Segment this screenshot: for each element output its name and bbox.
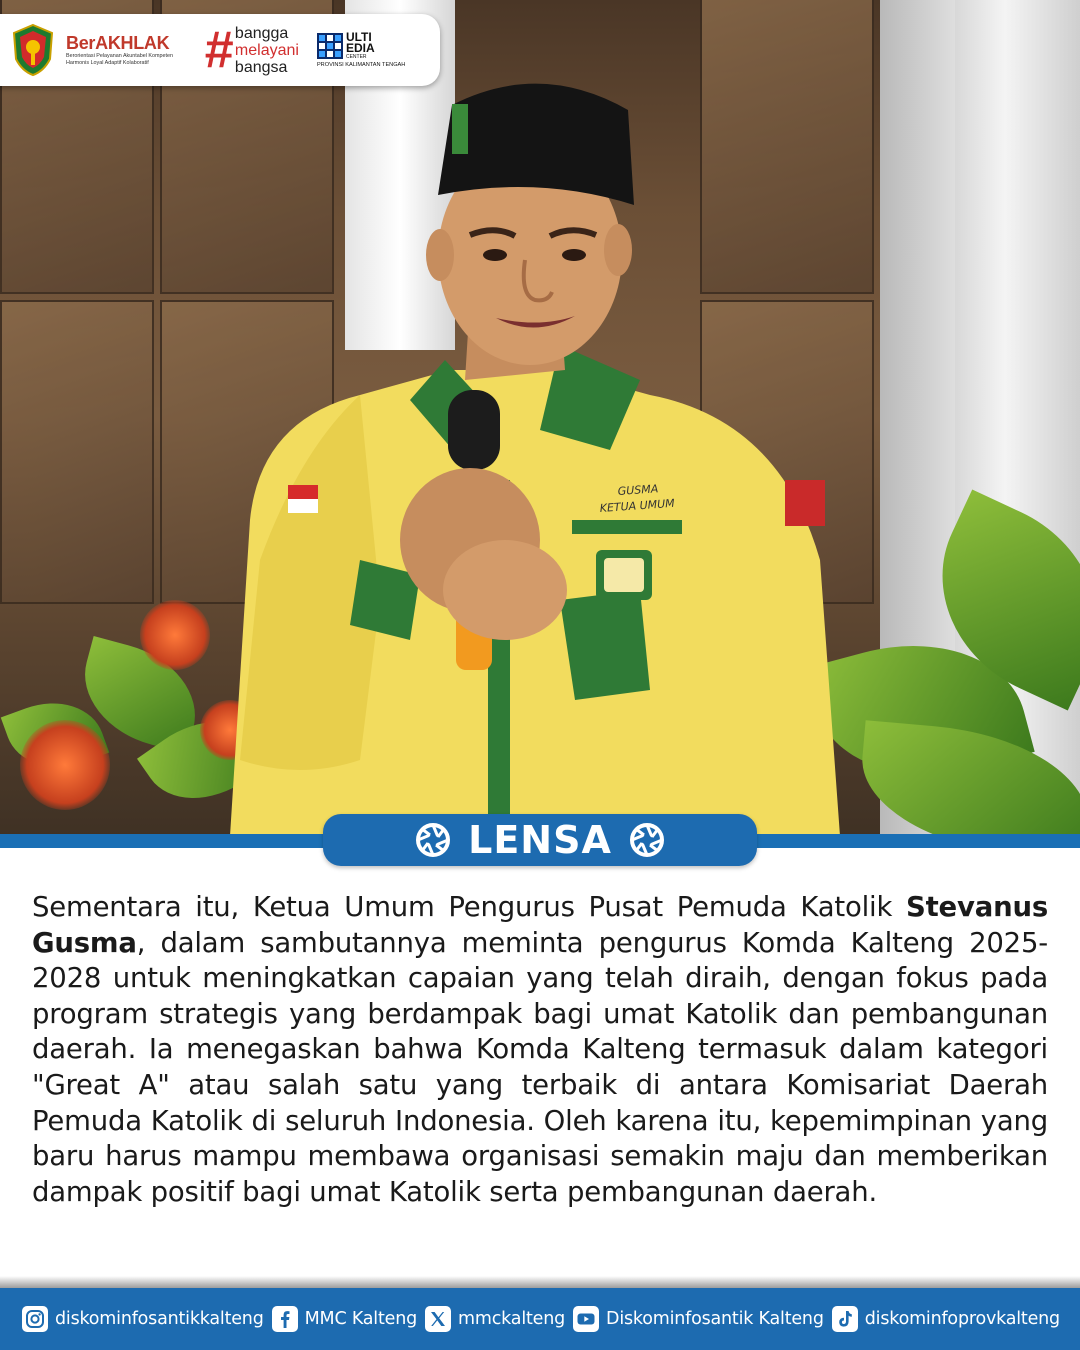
tiktok-icon <box>832 1306 858 1332</box>
berakhlak-title: BerAKHLAK <box>66 33 170 53</box>
article-person-name: Stevanus Gusma <box>32 891 1048 959</box>
social-instagram[interactable] <box>22 1306 264 1332</box>
mmc-province: PROVINSI KALIMANTAN TENGAH <box>316 62 406 68</box>
youtube-icon <box>573 1306 599 1332</box>
social-tiktok[interactable] <box>832 1306 1060 1332</box>
berakhlak-values-line1: Berorientasi Pelayanan Akuntabel Kompeten <box>66 53 173 59</box>
shirt-text-title: KETUA UMUM <box>599 496 676 515</box>
article-body <box>32 890 1048 1210</box>
article-text: , dalam sambutannya meminta pengurus Komda Kalteng 2025-2028 untuk meningkatkan capaian yang telah diraih, dengan fokus pada program strategis yang berdampak bagi umat Katolik dan pembangunan daerah. Ia menegaskan bahwa Komda Kalteng termasuk dalam kategori "Great A" atau salah satu yang terbaik di antara Komisariat Daerah Pemuda Katolik di seluruh Indonesia. Oleh karena itu, kepemimpinan yang baru harus mampu membawa organisasi semakin maju dan memberikan dampak positif bagi umat Katolik serta pembangunan daerah. <box>32 926 1048 1208</box>
hashtag-symbol: # <box>204 21 233 79</box>
social-youtube-label: Diskominfosantik Kalteng <box>606 1309 824 1329</box>
social-instagram-label: diskominfosantikkalteng <box>55 1309 264 1329</box>
logo-bar <box>0 14 440 86</box>
multimedia-center-logo <box>317 32 405 68</box>
multimedia-center-icon <box>317 33 343 59</box>
instagram-icon <box>22 1306 48 1332</box>
x-icon <box>425 1306 451 1332</box>
social-facebook[interactable] <box>272 1306 417 1332</box>
camera-aperture-icon <box>630 823 664 857</box>
social-x[interactable] <box>425 1306 565 1332</box>
mmc-word-edia: EDIA <box>345 41 375 55</box>
social-facebook-label: MMC Kalteng <box>304 1309 418 1329</box>
hashtag-line-melayani: melayani <box>234 41 299 59</box>
mmc-word-center: CENTER <box>345 54 367 60</box>
section-label: LENSA <box>468 818 612 862</box>
social-youtube[interactable] <box>573 1306 824 1332</box>
hashtag-line-bangga: bangga <box>234 24 289 42</box>
facebook-icon <box>272 1306 298 1332</box>
hashtag-line-bangsa: bangsa <box>234 58 288 76</box>
social-x-label: mmckalteng <box>458 1309 566 1329</box>
section-badge <box>323 814 757 866</box>
social-footer <box>0 1288 1080 1350</box>
berakhlak-values-line2: Harmonis Loyal Adaptif Kolaboratif <box>66 60 149 66</box>
mmc-word-ulti: ULTI <box>345 30 372 44</box>
kalteng-crest-icon <box>10 23 56 77</box>
berakhlak-logo <box>66 33 194 67</box>
bangga-melayani-bangsa-logo <box>204 21 299 79</box>
article-intro: Sementara itu, Ketua Umum Pengurus Pusat Pemuda Katolik <box>32 891 906 923</box>
camera-aperture-icon <box>416 823 450 857</box>
social-tiktok-label: diskominfoprovkalteng <box>864 1309 1060 1329</box>
shirt-text-gusma: GUSMA <box>617 482 659 498</box>
